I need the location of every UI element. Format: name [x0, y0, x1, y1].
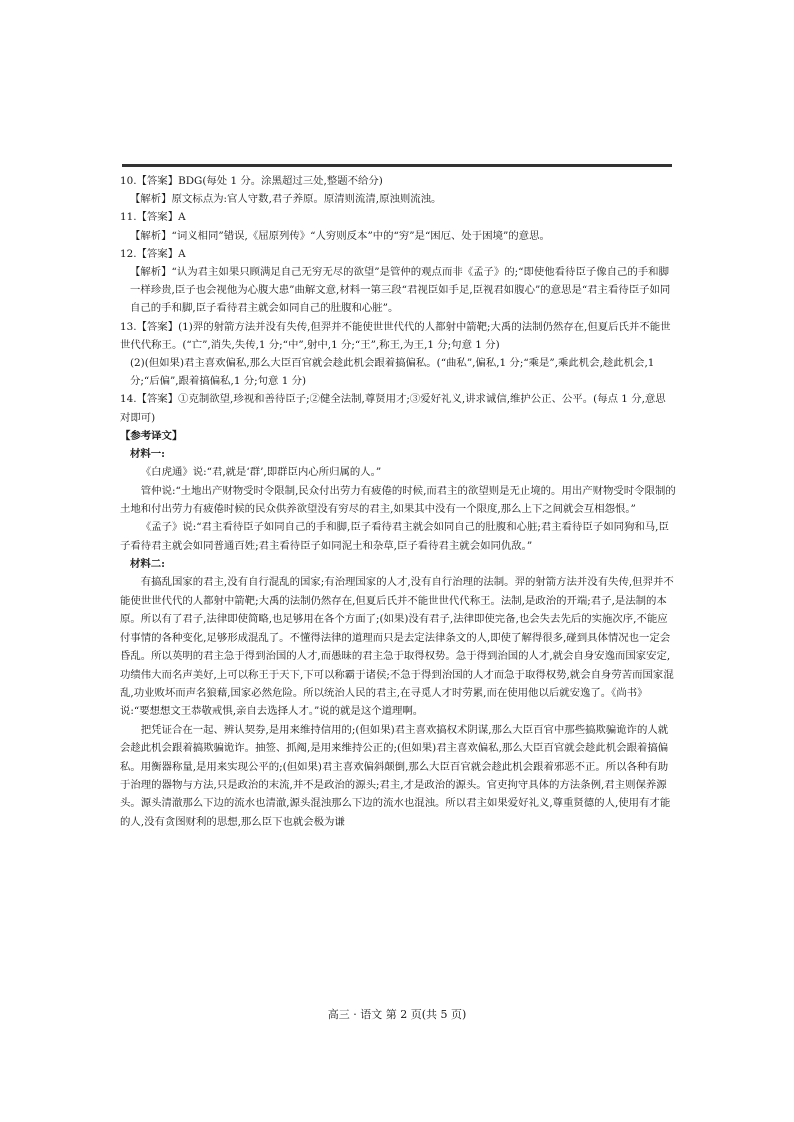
answer-12: 12.【答案】A	[120, 247, 186, 260]
answer-10: 10.【答案】BDG(每处 1 分。涂黑超过三处,整题不给分)	[120, 175, 383, 187]
translation-heading: 【参考译文】	[120, 429, 183, 442]
analysis-12: 【解析】“认为君主如果只顾满足自己无穷无尽的欲望”是管仲的观点而非《孟子》的;“即使他看待臣子像自己的手和脚一样珍贵,臣子也会视他为心腹大患”曲解文意,材料一第三段“君视臣如手足,臣视君如腹心”的意思是“君主看待臣子如同自己的手和脚,臣子看待君主就会如同自己的肚腹和心脏”。	[130, 266, 671, 315]
material-1-para-1: 《白虎通》说:“君,就是‘群’,即群臣内心所归属的人。”	[140, 466, 382, 479]
answer-11: 11.【答案】A	[120, 211, 186, 224]
header-rule	[122, 164, 672, 167]
answer-14: 14.【答案】①克制欲望,珍视和善待臣子;②健全法制,尊贤用才;③爱好礼义,讲求诚信,维护公正、公平。(每点 1 分,意思对即可)	[120, 393, 666, 424]
analysis-10: 【解析】原文标点为:官人守数,君子养原。原清则流清,原浊则流浊。	[130, 193, 442, 206]
answer-sheet	[120, 172, 676, 831]
page-footer: 高三 · 语文 第 2 页(共 5 页)	[327, 1008, 467, 1021]
material-2-para-1: 有搞乱国家的君主,没有自行混乱的国家;有治理国家的人才,没有自行治理的法制。羿的射箭方法并没有失传,但羿并不能使世世代代的人都射中箭靶;大禹的法制仍然存在,但夏后氏并不能世世代代称王。法制,是政治的开端;君子,是法制的本原。所以有了君子,法律即使简略,也足够用在各个方面了;(如果)没有君子,法律即使完备,也会失去先后的实施次序,不能应付事情的各种变化,足够形成混乱了。不懂得法律的道理而只是去定法律条文的人,即使了解得很多,碰到具体情况也一定会昏乱。所以英明的君主急于得到治国的人才,而愚昧的君主急于取得权势。急于得到治国的人才,就会自身安逸而国家安定,功绩伟大而名声美好,上可以称王于天下,下可以称霸于诸侯;不急于得到治国的人才而急于取得权势,就会自身劳苦而国家混乱,功业败坏而声名狼藉,国家必然危险。所以统治人民的君主,在寻觅人才时劳累,而在使用他以后就安逸了。《尚书》说:“要想想文王恭敬戒惧,亲自去选择人才。”说的就是这个道理啊。	[120, 576, 674, 718]
answer-13: 13.【答案】(1)羿的射箭方法并没有失传,但羿并不能使世世代代的人都射中箭靶;大禹的法制仍然存在,但夏后氏并不能世世代代称王。(“亡”,消失,失传,1 分;“中”,射中,1 分;“王”,称王,为王,1 分;句意 1 分)	[120, 320, 671, 351]
analysis-11: 【解析】“词义相同”错误,《屈原列传》“人穷则反本”中的“穷”是“困厄、处于困境”的意思。	[130, 229, 550, 242]
material-2-para-2: 把凭证合在一起、辨认契券,是用来维持信用的;(但如果)君主喜欢搞权术阴谋,那么大臣百官中那些搞欺骗诡诈的人就会趁此机会跟着搞欺骗诡诈。抽签、抓阄,是用来维持公正的;(但如果)君主喜欢偏私,那么大臣百官就会趁此机会跟着搞偏私。用衡器称量,是用来实现公平的;(但如果)君主喜欢偏斜颠倒,那么大臣百官就会趁此机会跟着邪恶不正。所以各种有助于治理的器物与方法,只是政治的末流,并不是政治的源头;君主,才是政治的源头。官吏拘守具体的方法条例,君主则保养源头。源头清澈那么下边的流水也清澈,源头混浊那么下边的流水也混浊。所以君主如果爱好礼义,尊重贤德的人,使用有才能的人,没有贪图财利的思想,那么臣下也就会极为谦	[120, 723, 671, 828]
material-2-title: 材料二:	[130, 558, 166, 571]
material-1-para-2: 管仲说:“土地出产财物受时令限制,民众付出劳力有疲倦的时候,而君主的欲望则是无止境的。用出产财物受时令限制的土地和付出劳力有疲倦时候的民众供养欲望没有穷尽的君主,如果其中没有一个限度,那么上下之间就会互相怨恨。”	[120, 484, 676, 516]
answer-13-part2: (2)(但如果)君主喜欢偏私,那么大臣百官就会趁此机会跟着搞偏私。(“曲私”,偏私,1 分;“乘是”,乘此机会,趁此机会,1 分;“后偏”,跟着搞偏私,1 分;句意 1 分)	[130, 357, 655, 388]
material-1-para-3: 《孟子》说:“君主看待臣子如同自己的手和脚,臣子看待君主就会如同自己的肚腹和心脏;君主看待臣子如同狗和马,臣子看待君主就会如同普通百姓;君主看待臣子如同泥土和杂草,臣子看待君主就会如同仇敌。”	[120, 521, 669, 552]
material-1-title: 材料一:	[130, 448, 166, 461]
